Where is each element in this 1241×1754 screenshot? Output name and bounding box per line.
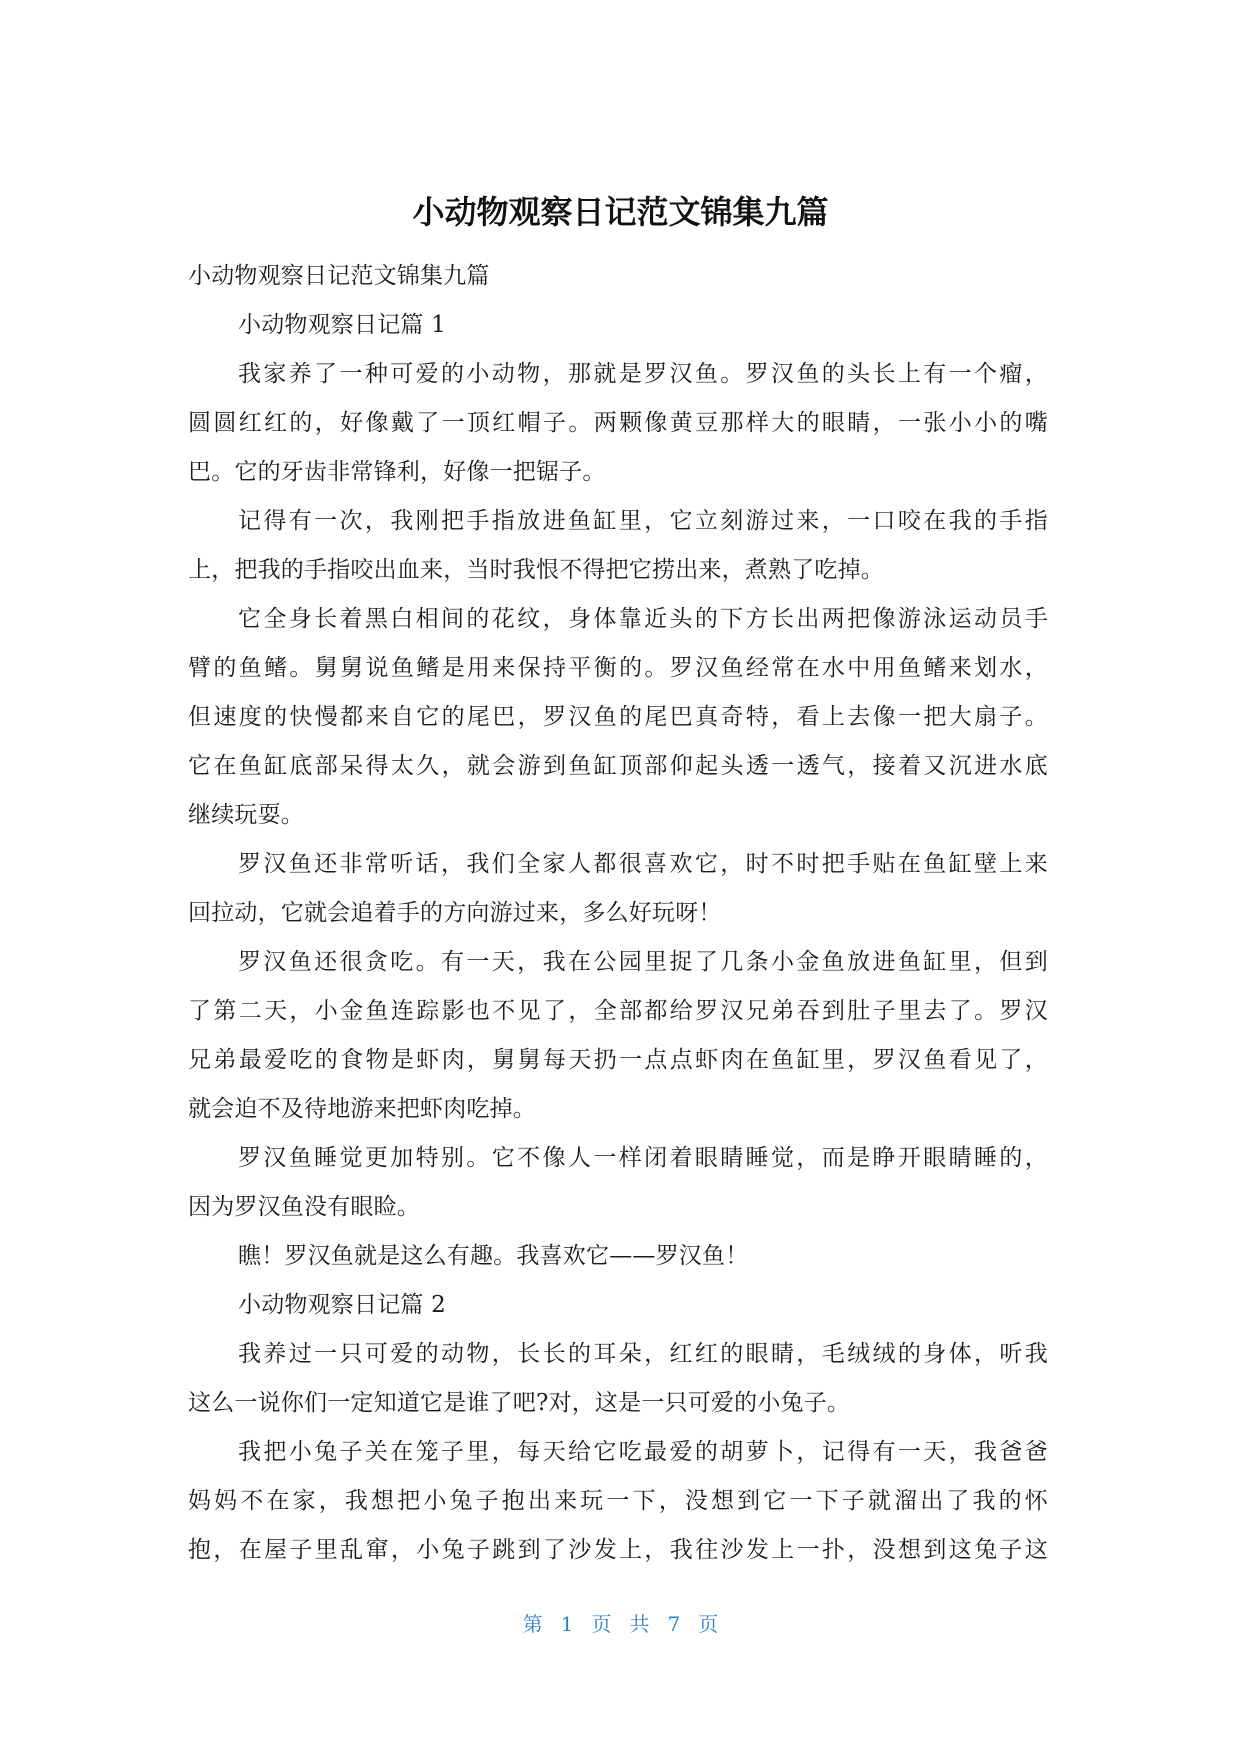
footer-gong: 共 (629, 1612, 650, 1636)
text-line: 瞧！罗汉鱼就是这么有趣。我喜欢它——罗汉鱼！ (238, 1243, 749, 1269)
document-subtitle: 小动物观察日记范文锦集九篇 (188, 263, 490, 289)
text-line: 罗汉鱼还很贪吃。有一天，我在公园里捉了几条小金鱼放进鱼缸里，但到 (238, 949, 1048, 975)
footer-ye: 页 (591, 1612, 612, 1636)
text-line: 圆圆红红的，好像戴了一顶红帽子。两颗像黄豆那样大的眼睛，一张小小的嘴 (188, 410, 1048, 436)
text-line: 我家养了一种可爱的小动物，那就是罗汉鱼。罗汉鱼的头长上有一个瘤， (238, 361, 1048, 387)
paragraph-lines (188, 301, 1048, 1575)
text-line: 它全身长着黑白相间的花纹，身体靠近头的下方长出两把像游泳运动员手 (238, 606, 1048, 632)
text-line: 了第二天，小金鱼连踪影也不见了，全部都给罗汉兄弟吞到肚子里去了。罗汉 (188, 998, 1048, 1024)
footer-ye-end: 页 (698, 1612, 719, 1636)
text-line: 小动物观察日记篇 2 (238, 1292, 446, 1318)
page-footer (0, 1610, 1241, 1638)
footer-di: 第 (522, 1612, 543, 1636)
text-line: 因为罗汉鱼没有眼睑。 (188, 1194, 420, 1220)
text-line: 小动物观察日记篇 1 (238, 312, 446, 338)
text-line: 我养过一只可爱的动物，长长的耳朵，红红的眼睛，毛绒绒的身体，听我 (238, 1341, 1048, 1367)
text-line: 就会迫不及待地游来把虾肉吃掉。 (188, 1096, 536, 1122)
text-line: 我把小兔子关在笼子里，每天给它吃最爱的胡萝卜，记得有一天，我爸爸 (238, 1439, 1048, 1465)
text-line: 兄弟最爱吃的食物是虾肉，舅舅每天扔一点点虾肉在鱼缸里，罗汉鱼看见了， (188, 1047, 1048, 1073)
text-line: 它在鱼缸底部呆得太久，就会游到鱼缸顶部仰起头透一透气，接着又沉进水底 (188, 753, 1048, 779)
footer-total-pages: 7 (667, 1612, 681, 1636)
text-line: 但速度的快慢都来自它的尾巴，罗汉鱼的尾巴真奇特，看上去像一把大扇子。 (188, 704, 1048, 730)
text-line: 巴。它的牙齿非常锋利，好像一把锯子。 (188, 459, 606, 485)
text-line: 臂的鱼鳍。舅舅说鱼鳍是用来保持平衡的。罗汉鱼经常在水中用鱼鳍来划水， (188, 655, 1048, 681)
text-line: 抱，在屋子里乱窜，小兔子跳到了沙发上，我往沙发上一扑，没想到这兔子这 (188, 1537, 1048, 1563)
document-body (188, 252, 1048, 1575)
text-line: 妈妈不在家，我想把小兔子抱出来玩一下，没想到它一下子就溜出了我的怀 (188, 1488, 1048, 1514)
text-line: 上，把我的手指咬出血来，当时我恨不得把它捞出来，煮熟了吃掉。 (188, 557, 884, 583)
footer-current-page: 1 (560, 1612, 574, 1636)
text-line: 这么一说你们一定知道它是谁了吧?对，这是一只可爱的小兔子。 (188, 1390, 851, 1416)
text-line: 罗汉鱼还非常听话，我们全家人都很喜欢它，时不时把手贴在鱼缸壁上来 (238, 851, 1048, 877)
document-title: 小动物观察日记范文锦集九篇 (412, 193, 829, 231)
text-line: 继续玩耍。 (188, 802, 304, 828)
text-line: 罗汉鱼睡觉更加特别。它不像人一样闭着眼睛睡觉，而是睁开眼睛睡的， (238, 1145, 1048, 1171)
text-line: 回拉动，它就会追着手的方向游过来，多么好玩呀！ (188, 900, 722, 926)
text-line: 记得有一次，我刚把手指放进鱼缸里，它立刻游过来，一口咬在我的手指 (238, 508, 1048, 534)
